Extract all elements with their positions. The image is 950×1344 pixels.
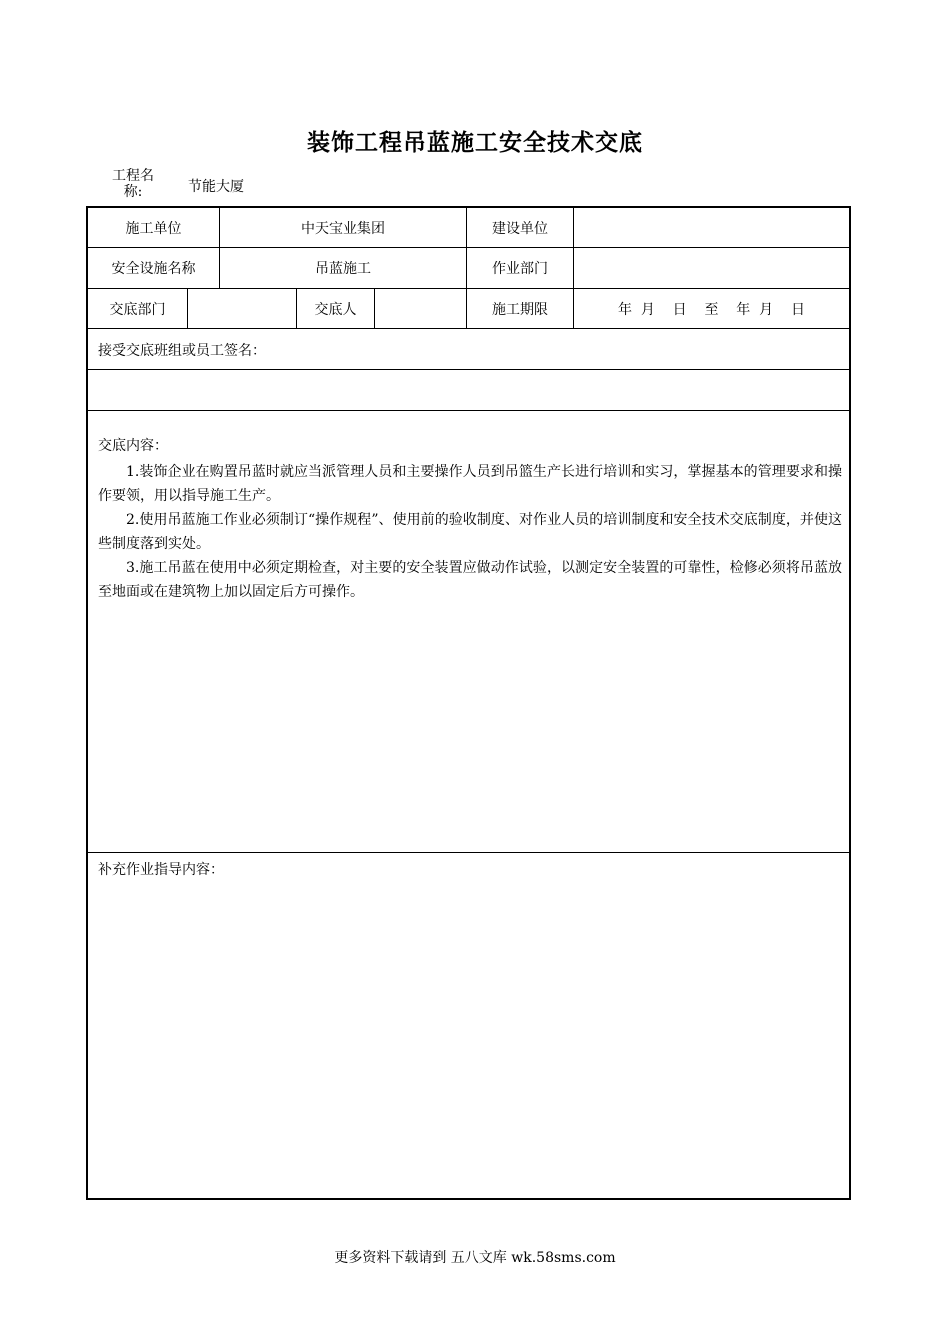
- content-item: 2.使用吊蓝施工作业必须制订“操作规程”、使用前的验收制度、对作业人员的培训制度和安全技术交底制度，并使这些制度落到实处。: [98, 512, 842, 552]
- work-dept-value[interactable]: [574, 248, 849, 288]
- construction-unit-label: 施工单位: [125, 220, 182, 237]
- disclosure-dept-label: 交底部门: [109, 301, 166, 318]
- builder-unit-value[interactable]: [574, 208, 849, 247]
- signature-area[interactable]: [88, 370, 849, 410]
- document-title: 装饰工程吊蓝施工安全技术交底: [307, 129, 643, 156]
- project-name-label: 工程名称:: [112, 168, 154, 200]
- work-dept-label: 作业部门: [492, 261, 548, 277]
- period-label: 施工期限: [492, 301, 548, 318]
- facility-name-value[interactable]: 吊蓝施工: [315, 261, 371, 277]
- builder-unit-label: 建设单位: [492, 220, 548, 237]
- period-value[interactable]: 年 月 日 至 年 月 日: [617, 301, 805, 318]
- disclosure-form: [86, 206, 851, 1200]
- disclosure-dept-value[interactable]: [188, 289, 296, 328]
- disclosure-content: [98, 434, 842, 604]
- row-divider: [88, 852, 849, 853]
- construction-unit-value[interactable]: 中天宝业集团: [301, 220, 385, 237]
- signature-label: 接受交底班组或员工签名：: [98, 343, 266, 359]
- row-divider: [88, 410, 849, 411]
- supplement-area[interactable]: [88, 883, 849, 1193]
- discloser-value[interactable]: [375, 289, 466, 328]
- row-divider: [88, 328, 849, 329]
- discloser-label: 交底人: [314, 301, 357, 318]
- supplement-label: 补充作业指导内容：: [98, 862, 224, 878]
- footer-note: 更多资料下载请到 五八文库 wk.58sms.com: [334, 1250, 616, 1266]
- content-item: 1.装饰企业在购置吊蓝时就应当派管理人员和主要操作人员到吊篮生产长进行培训和实习，掌握基本的管理要求和操作要领，用以指导施工生产。: [98, 464, 842, 504]
- project-name-value: 节能大厦: [188, 179, 244, 195]
- content-label: 交底内容：: [98, 438, 168, 454]
- content-item: 3.施工吊蓝在使用中必须定期检查，对主要的安全装置应做动作试验，以测定安全装置的可靠性，检修必须将吊蓝放至地面或在建筑物上加以固定后方可操作。: [98, 560, 842, 600]
- facility-name-label: 安全设施名称: [111, 261, 196, 277]
